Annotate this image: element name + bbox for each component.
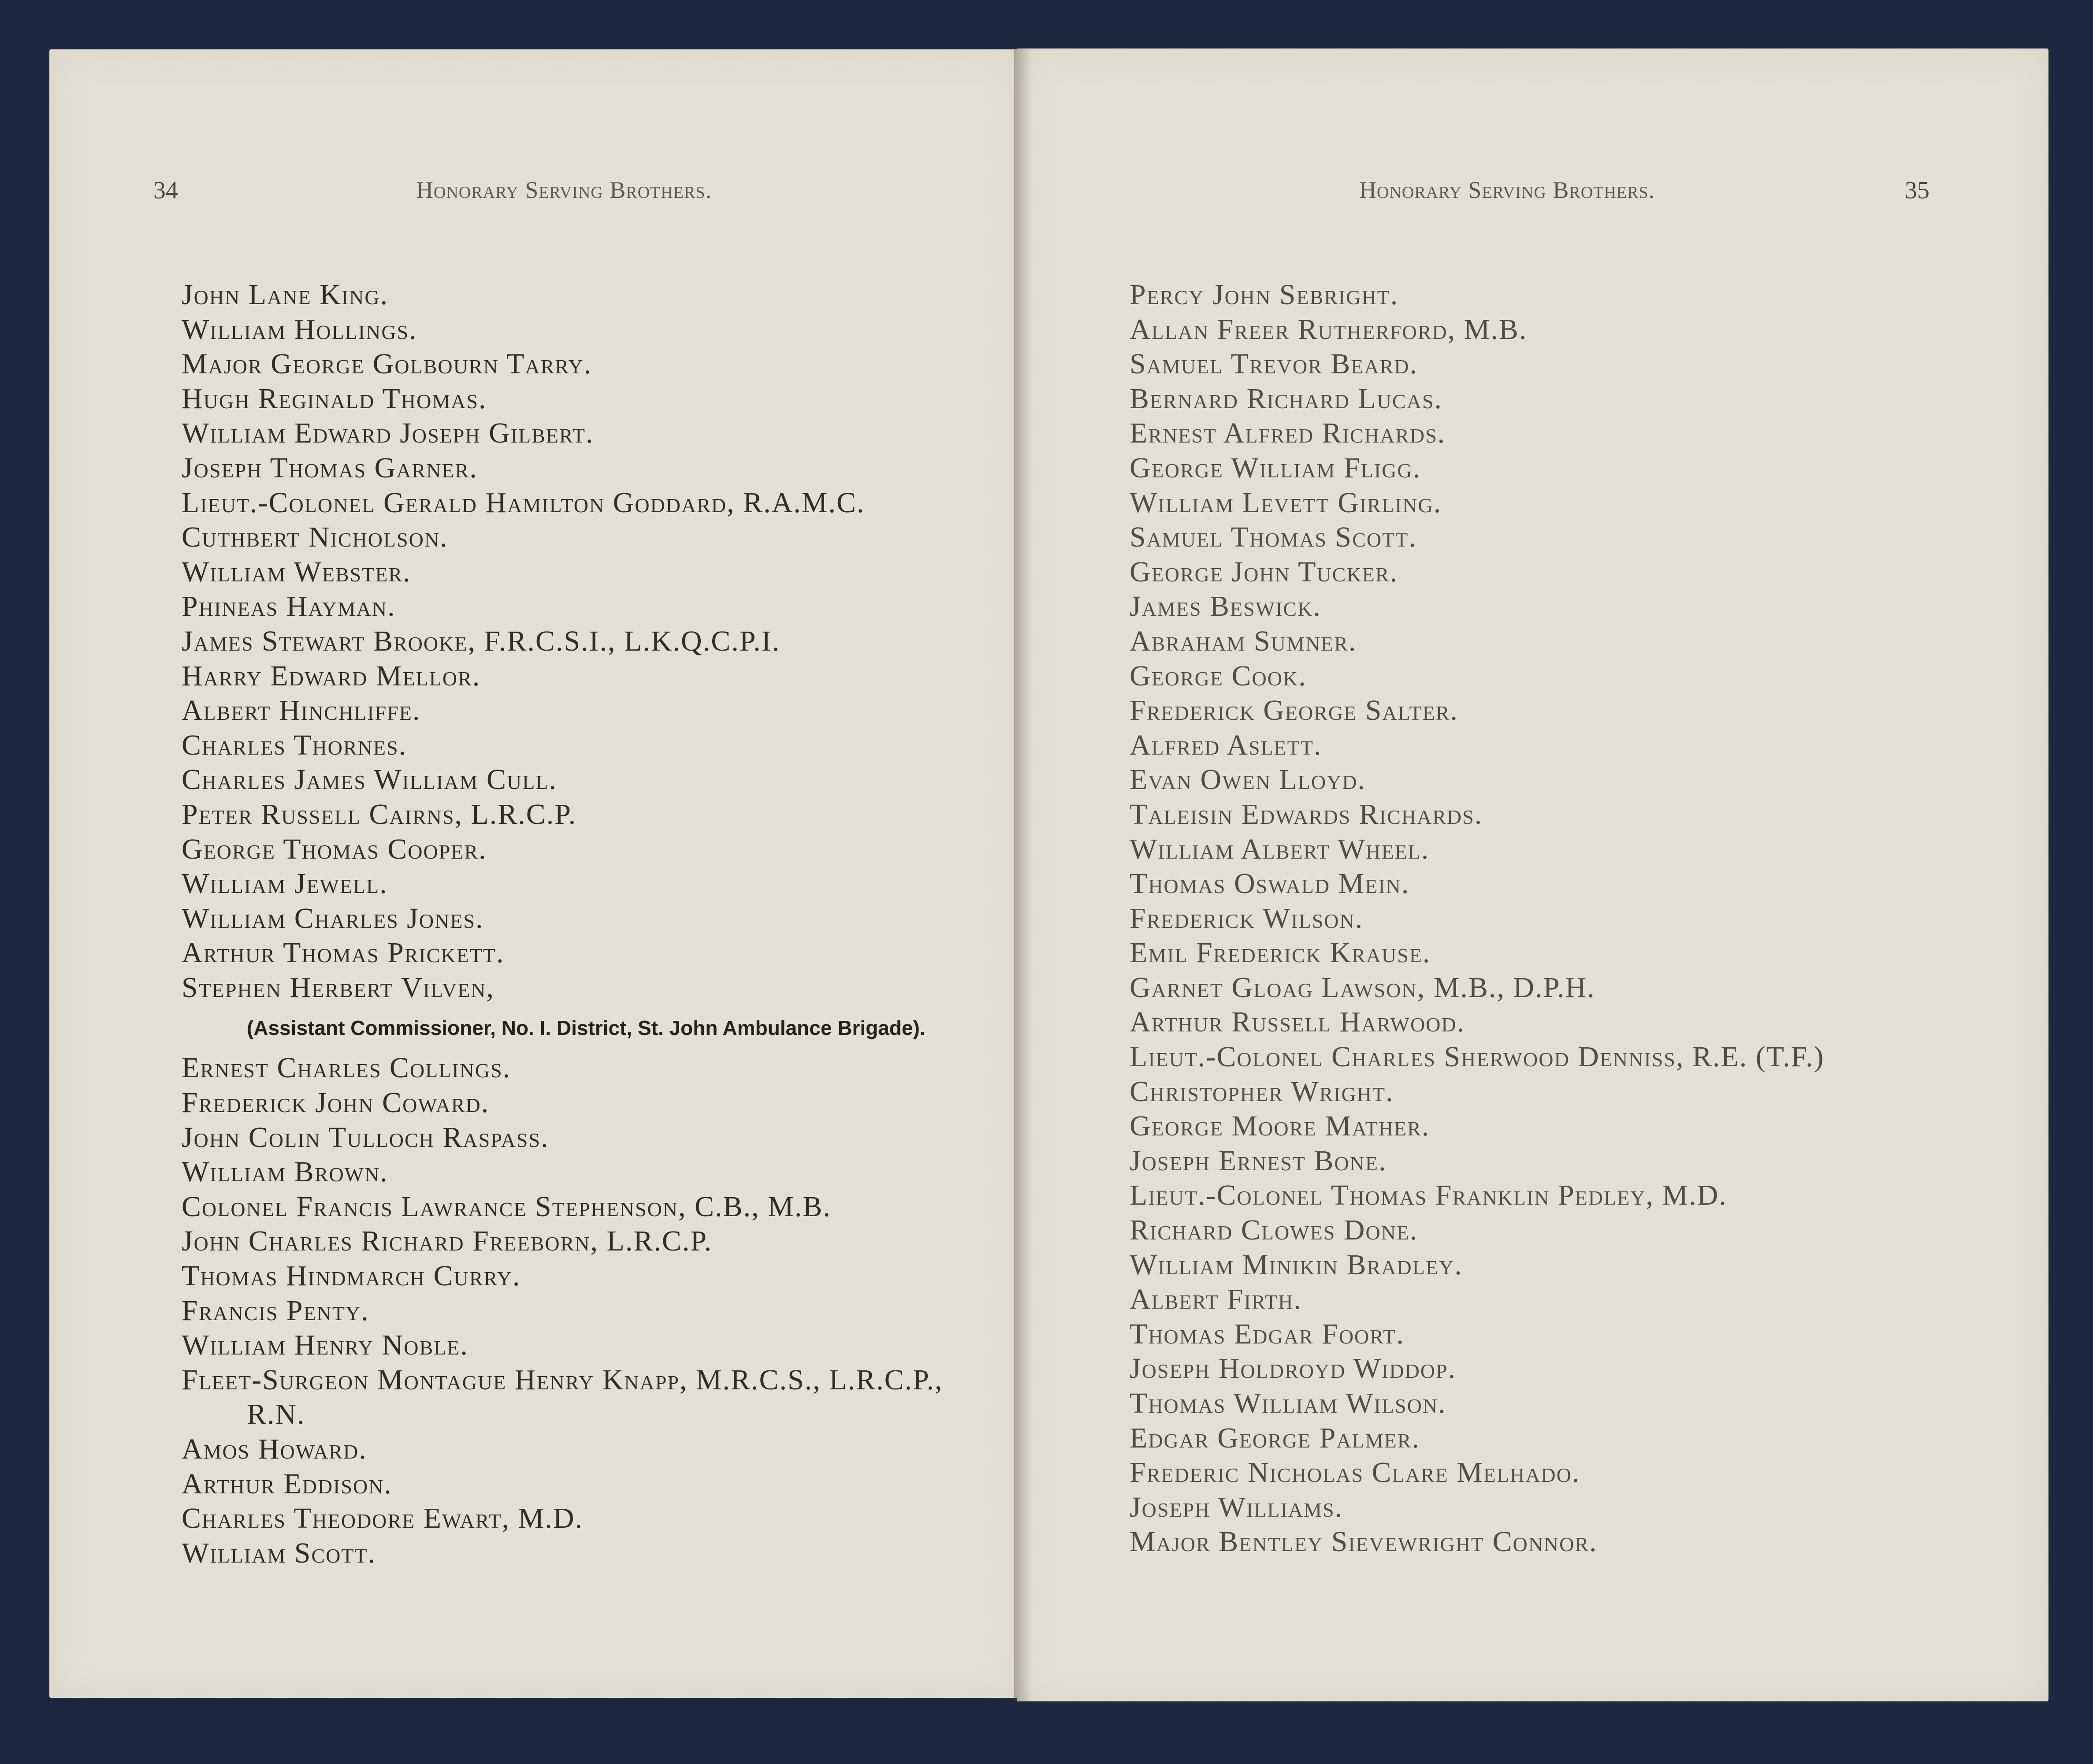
- right-name-list: [1130, 278, 1825, 1559]
- name-entry: Arthur Thomas Prickett.: [182, 937, 505, 969]
- name-entry: George John Tucker.: [1130, 555, 1398, 588]
- name-entry: Frederick Wilson.: [1130, 902, 1364, 934]
- name-entry: George Thomas Cooper.: [182, 833, 487, 865]
- name-entry: Edgar George Palmer.: [1130, 1422, 1420, 1454]
- name-entry: William Henry Noble.: [182, 1329, 468, 1362]
- right-page-number: 35: [1905, 177, 1929, 204]
- name-entry: Joseph Holdroyd Widdop.: [1130, 1352, 1457, 1385]
- left-name-list: [182, 278, 943, 1570]
- name-entry: William Jewell.: [182, 867, 388, 900]
- name-entry: Bernard Richard Lucas.: [1130, 382, 1443, 415]
- name-entry: Evan Owen Lloyd.: [1130, 763, 1366, 796]
- name-entry: John Colin Tulloch Raspass.: [182, 1121, 549, 1154]
- name-entry: George Moore Mather.: [1130, 1110, 1430, 1143]
- name-entry: Frederic Nicholas Clare Melhado.: [1130, 1456, 1580, 1489]
- name-entry: Frederick John Coward.: [182, 1087, 490, 1119]
- name-entry: Fleet-Surgeon Montague Henry Knapp, M.R.C.S., L.R.C.P.,: [182, 1363, 943, 1396]
- name-entry: (Assistant Commissioner, No. I. District, St. John Ambulance Brigade).: [247, 1016, 926, 1040]
- name-entry: Percy John Sebright.: [1130, 279, 1399, 311]
- name-entry: Abraham Sumner.: [1130, 625, 1357, 657]
- name-entry: Frederick George Salter.: [1130, 694, 1458, 727]
- name-entry: Albert Firth.: [1130, 1283, 1302, 1316]
- name-entry: Allan Freer Rutherford, M.B.: [1130, 313, 1528, 346]
- name-entry: William Hollings.: [182, 313, 417, 346]
- name-entry: John Charles Richard Freeborn, L.R.C.P.: [182, 1225, 713, 1258]
- name-entry: Thomas Edgar Foort.: [1130, 1317, 1405, 1350]
- name-entry: Christopher Wright.: [1130, 1075, 1394, 1108]
- name-entry: Lieut.-Colonel Gerald Hamilton Goddard, R.A.M.C.: [182, 486, 865, 519]
- right-running-head: Honorary Serving Brothers.: [1359, 177, 1655, 203]
- name-entry: George William Fligg.: [1130, 451, 1421, 484]
- name-entry: Thomas William Wilson.: [1130, 1387, 1446, 1419]
- left-running-head: Honorary Serving Brothers.: [416, 177, 712, 203]
- name-entry: Cuthbert Nicholson.: [182, 521, 448, 554]
- name-entry: Ernest Charles Collings.: [182, 1052, 511, 1084]
- name-entry: William Webster.: [182, 555, 411, 588]
- name-entry: Major George Golbourn Tarry.: [182, 348, 592, 380]
- name-entry: Lieut.-Colonel Charles Sherwood Denniss, R.E. (T.F.): [1130, 1041, 1825, 1073]
- name-entry: Stephen Herbert Vilven,: [182, 971, 494, 1004]
- name-entry: Phineas Hayman.: [182, 590, 396, 623]
- name-entry: Emil Frederick Krause.: [1130, 937, 1431, 969]
- name-entry: Albert Hinchliffe.: [182, 694, 421, 727]
- name-entry: R.N.: [247, 1398, 305, 1431]
- name-entry: James Beswick.: [1130, 590, 1321, 623]
- name-entry: Samuel Trevor Beard.: [1130, 348, 1418, 380]
- name-entry: Charles Thornes.: [182, 729, 407, 761]
- left-page-number: 34: [153, 177, 178, 204]
- name-entry: Francis Penty.: [182, 1294, 369, 1327]
- name-entry: James Stewart Brooke, F.R.C.S.I., L.K.Q.C.P.I.: [182, 625, 781, 657]
- name-entry: William Albert Wheel.: [1130, 833, 1430, 865]
- name-entry: William Brown.: [182, 1156, 388, 1188]
- name-entry: Hugh Reginald Thomas.: [182, 382, 487, 415]
- name-entry: Joseph Thomas Garner.: [182, 451, 478, 484]
- name-entry: Thomas Hindmarch Curry.: [182, 1260, 521, 1292]
- name-entry: William Levett Girling.: [1130, 486, 1442, 519]
- name-entry: Richard Clowes Done.: [1130, 1214, 1418, 1247]
- name-entry: Taleisin Edwards Richards.: [1130, 798, 1483, 830]
- name-entry: Joseph Ernest Bone.: [1130, 1144, 1387, 1177]
- name-entry: William Scott.: [182, 1537, 376, 1569]
- name-entry: Alfred Aslett.: [1130, 729, 1322, 761]
- name-entry: Charles Theodore Ewart, M.D.: [182, 1502, 584, 1535]
- name-entry: Major Bentley Sievewright Connor.: [1130, 1526, 1598, 1558]
- name-entry: William Edward Joseph Gilbert.: [182, 417, 594, 450]
- name-entry: Harry Edward Mellor.: [182, 659, 481, 692]
- name-entry: Arthur Russell Harwood.: [1130, 1006, 1465, 1038]
- name-entry: Thomas Oswald Mein.: [1130, 867, 1410, 900]
- name-entry: Colonel Francis Lawrance Stephenson, C.B., M.B.: [182, 1190, 831, 1223]
- book-gutter: [1014, 48, 1031, 1701]
- name-entry: Samuel Thomas Scott.: [1130, 521, 1417, 554]
- name-entry: William Charles Jones.: [182, 902, 484, 934]
- name-entry: Garnet Gloag Lawson, M.B., D.P.H.: [1130, 971, 1595, 1004]
- name-entry: Amos Howard.: [182, 1433, 367, 1465]
- name-entry: Charles James William Cull.: [182, 763, 557, 796]
- name-entry: Peter Russell Cairns, L.R.C.P.: [182, 798, 577, 830]
- name-entry: Joseph Williams.: [1130, 1491, 1343, 1523]
- name-entry: Ernest Alfred Richards.: [1130, 417, 1446, 450]
- name-entry: Arthur Eddison.: [182, 1467, 392, 1500]
- name-entry: Lieut.-Colonel Thomas Franklin Pedley, M.D.: [1130, 1179, 1727, 1212]
- name-entry: John Lane King.: [182, 279, 389, 311]
- name-entry: William Minikin Bradley.: [1130, 1248, 1463, 1281]
- name-entry: George Cook.: [1130, 659, 1307, 692]
